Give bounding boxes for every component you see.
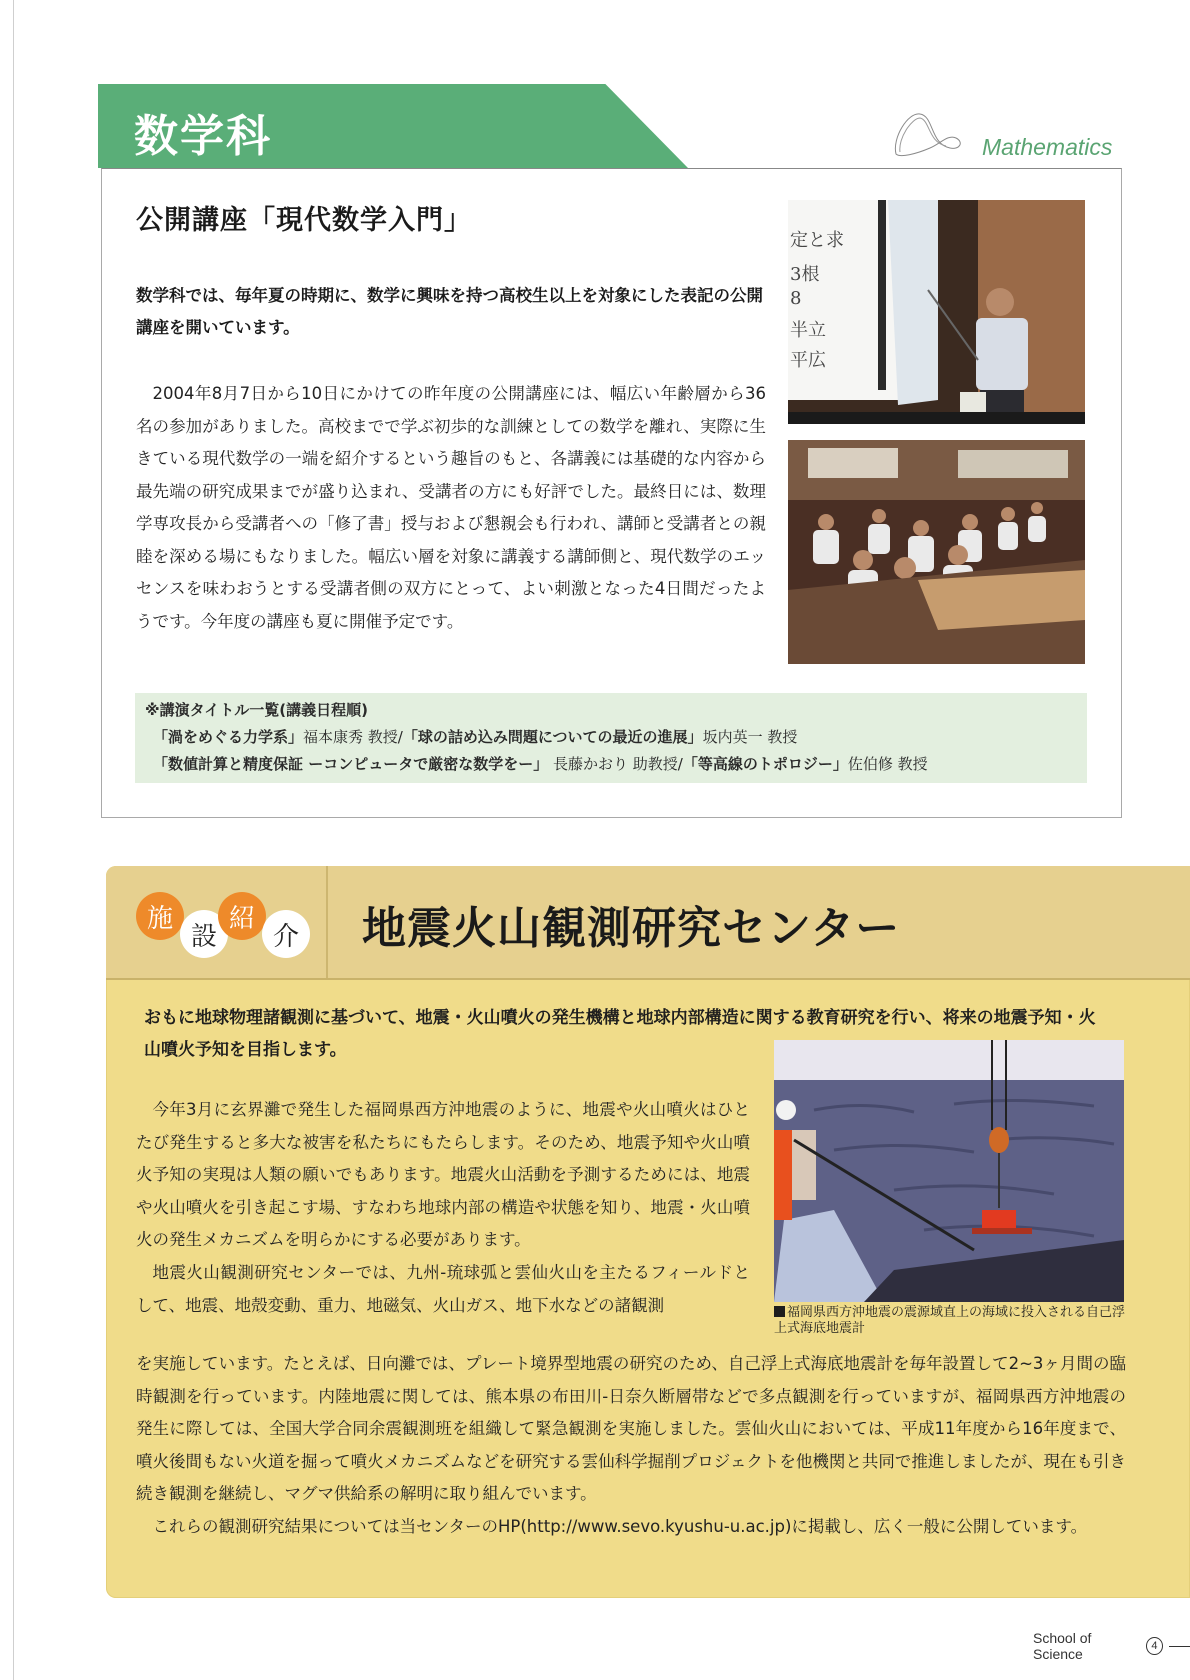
svg-text:定と求: 定と求 [790,230,844,251]
seismometer-photo [774,1040,1124,1302]
footer-label: School of Science [1033,1630,1092,1662]
facility-paragraph: 地震火山観測研究センターでは、九州-琉球弧と雲仙火山を主たるフィールドとして、地震、地殻変動、重力、地磁気、火山ガス、地下水などの諸観測 [136,1262,750,1315]
math-body-text: 2004年8月7日から10日にかけての昨年度の公開講座には、幅広い年齢層から36名の参加がありました。高校までで学ぶ初歩的な訓練としての数学を離れ、実際に生きている現代数学の一端を紹介するという趣旨のもと、各講義には基礎的な内容から最先端の研究成果までが盛り込まれ、受講者の方にも好評でした。最終日には、数理学専攻長から受講者への「修了書」授与および懇親会も行われ、講師と受講者との親睦を深める場にもなりました。幅広い層を対象に講義する講師側と、現代数学のエッセンスを味わおうとする受講者側の双方にとって、よい刺激となった4日間だったようです。今年度の講座も夏に開催予定です。 [136,384,766,631]
photo-caption-text: 福岡県西方沖地震の震源域直上の海域に投入される自己浮上式海底地震計 [774,1305,1126,1336]
facility-paragraph: これらの観測研究結果については当センターのHP(http://www.sevo.kyushu-u.ac.jp)に掲載し、広く一般に公開しています。 [152,1516,1088,1536]
audience-photo [788,440,1085,664]
math-lead-text: 数学科では、毎年夏の時期に、数学に興味を持つ高校生以上を対象にした表記の公開講座を開いています。 [136,286,763,337]
svg-text:8: 8 [790,288,802,309]
svg-text:3根: 3根 [790,264,820,285]
facility-badge-char: 設 [180,910,228,958]
talk-speaker: 長藤かおり 助教授 [548,755,678,773]
talk-title: 「等高線のトポロジー」 [682,755,848,773]
mobius-logo-icon [890,108,970,160]
facility-badge-char: 施 [136,892,184,940]
footer-rule [1169,1646,1190,1647]
talk-separator: / [677,755,683,773]
lecture-titles-box [135,693,1087,783]
svg-text:半立: 半立 [790,320,826,341]
facility-body-narrow [136,1094,750,1322]
talk-speaker: 福本康秀 教授 [303,728,398,746]
talk-speaker: 佐伯修 教授 [847,755,928,773]
talk-separator: / [397,728,403,746]
talk-title: 「渦をめぐる力学系」 [153,728,304,746]
lecture-titles-heading: ※講演タイトル一覧(講義日程順) [145,701,368,719]
caption-bullet-icon [774,1306,785,1317]
facility-title: 地震火山観測研究センター [362,903,901,954]
facility-badge-char: 紹 [218,892,266,940]
facility-body-wide [136,1348,1126,1544]
math-section-title-en: Mathematics [982,134,1113,160]
page-number: 4 [1146,1637,1163,1655]
svg-text:平広: 平広 [790,350,826,371]
page-footer [1033,1630,1190,1662]
math-section-title: 数学科 [134,111,272,162]
facility-badge-char: 介 [262,910,310,958]
talk-speaker: 坂内英一 教授 [702,728,798,746]
lecture-photo [788,200,1085,424]
lecture-titles-line [153,726,797,747]
course-title: 公開講座「現代数学入門」 [136,205,472,236]
page-binding-line [13,0,14,1680]
facility-header-divider [326,866,328,978]
talk-title: 「数値計算と精度保証 ーコンピュータで厳密な数学をー」 [153,755,549,773]
facility-paragraph: 今年3月に玄界灘で発生した福岡県西方沖地震のように、地震や火山噴火はひとたび発生すると多大な被害を私たちにもたらします。そのため、地震予知や火山噴火予知の実現は人類の願いでもあります。地震火山活動を予測するためには、地震や火山噴火を引き起こす場、すなわち地球内部の構造や状態を知り、地震・火山噴火の発生メカニズムを明らかにする必要があります。 [136,1100,751,1250]
photo-caption [774,1305,1134,1337]
lecture-titles-line [153,753,928,774]
talk-title: 「球の詰め込み問題についての最近の進展」 [402,728,703,746]
facility-lead-text: おもに地球物理諸観測に基づいて、地震・火山噴火の発生機構と地球内部構造に関する教育研究を行い、将来の地震予知・火山噴火予知を目指します。 [144,1008,1096,1060]
facility-paragraph: を実施しています。たとえば、日向灘では、プレート境界型地震の研究のため、自己浮上式海底地震計を毎年設置して2~3ヶ月間の臨時観測を行っています。内陸地震に関しては、熊本県の布田川-日奈久断層帯などで多点観測を行っていますが、福岡県西方沖地震の発生に際しては、全国大学合同余震観測班を組織して緊急観測を実施しました。雲仙火山においては、平成11年度から16年度まで、噴火後間もない火道を掘って噴火メカニズムなどを研究する雲仙科学掘削プロジェクトを他機関と共同で推進しましたが、現在も引き続き観測を継続し、マグマ供給系の解明に取り組んでいます。 [136,1354,1126,1504]
